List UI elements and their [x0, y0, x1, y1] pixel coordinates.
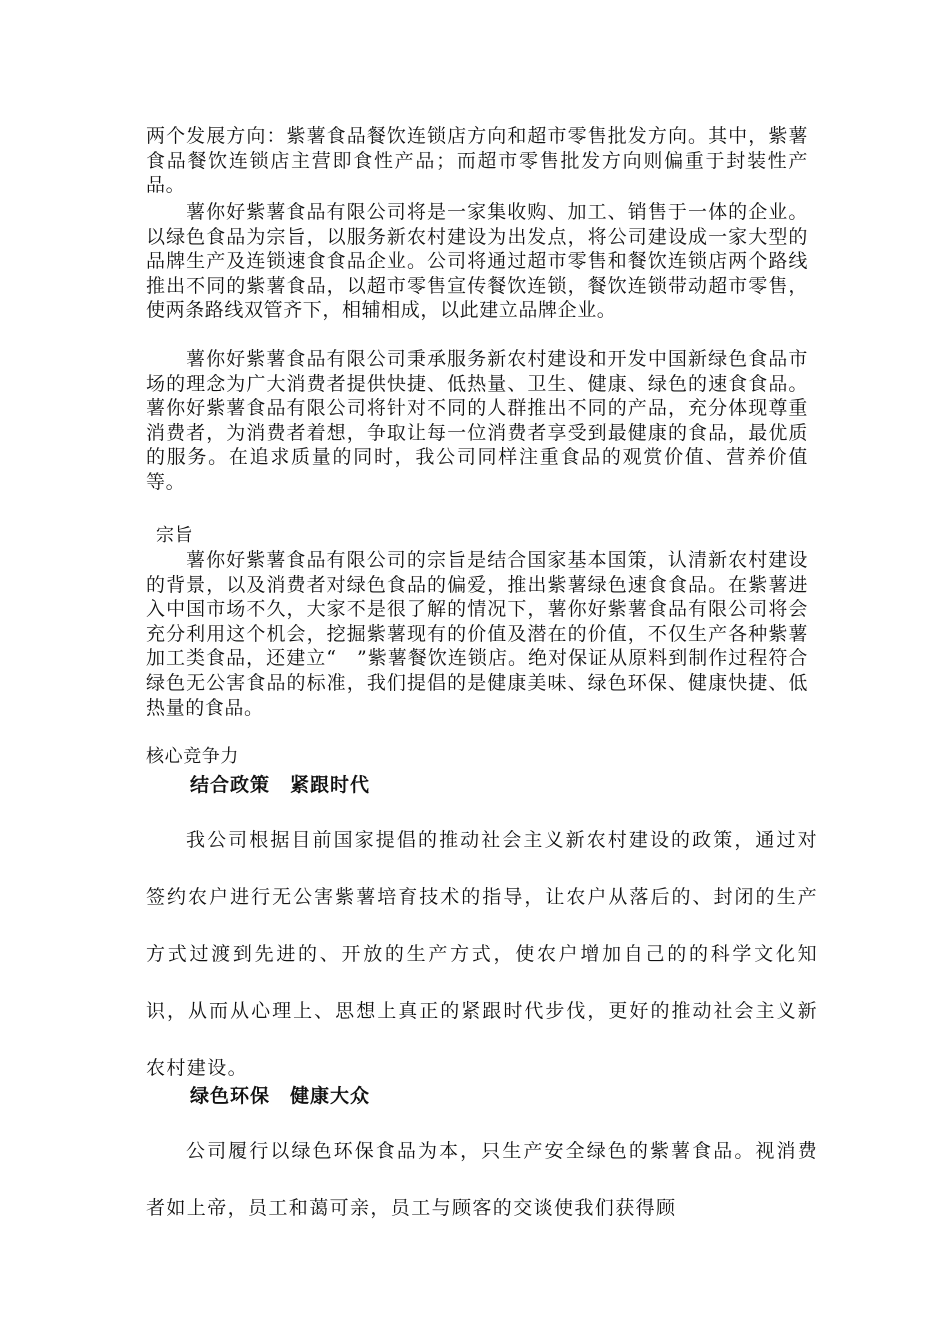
- paragraph-development-directions: 两个发展方向：紫薯食品餐饮连锁店方向和超市零售批发方向。其中，紫薯食品餐饮连锁店主营即食性产品；而超市零售批发方向则偏重于封装性产品。: [146, 125, 808, 197]
- paragraph-company-overview: 薯你好紫薯食品有限公司将是一家集收购、加工、销售于一体的企业。以绿色食品为宗旨，以服务新农村建设为出发点，将公司建设成一家大型的品牌生产及连锁速食食品企业。公司将通过超市零售和餐饮连锁店两个路线推出不同的紫薯食品，以超市零售宣传餐饮连锁，餐饮连锁带动超市零售，使两条路线双管齐下，相辅相成，以此建立品牌企业。: [146, 201, 808, 322]
- paragraph-purpose: 薯你好紫薯食品有限公司的宗旨是结合国家基本国策，认清新农村建设的背景，以及消费者对绿色食品的偏爱，推出紫薯绿色速食食品。在紫薯进入中国市场不久，大家不是很了解的情况下，薯你好紫薯食品有限公司将会充分利用这个机会，挖掘紫薯现有的价值及潜在的价值，不仅生产各种紫薯加工类食品，还建立“ ”紫薯餐饮连锁店。绝对保证从原料到制作过程符合绿色无公害食品的标准，我们提倡的是健康美味、绿色环保、健康快捷、低热量的食品。: [146, 549, 808, 719]
- paragraph-green-and-health: 公司履行以绿色环保食品为本，只生产安全绿色的紫薯食品。视消费者如上帝，员工和蔼可亲，员工与顾客的交谈使我们获得顾: [146, 1140, 818, 1219]
- paragraph-company-philosophy: 薯你好紫薯食品有限公司秉承服务新农村建设和开发中国新绿色食品市场的理念为广大消费者提供快捷、低热量、卫生、健康、绿色的速食食品。薯你好紫薯食品有限公司将针对不同的人群推出不同的产品，充分体现尊重消费者，为消费者着想，争取让每一位消费者享受到最健康的食品，最优质的服务。在追求质量的同时，我公司同样注重食品的观赏价值、营养价值等。: [146, 348, 808, 493]
- heading-green-and-health: 绿色环保 健康大众: [190, 1085, 371, 1107]
- paragraph-policy-and-times: 我公司根据目前国家提倡的推动社会主义新农村建设的政策，通过对签约农户进行无公害紫薯培育技术的指导，让农户从落后的、封闭的生产方式过渡到先进的、开放的生产方式，使农户增加自己的的科学文化知识，从而从心理上、思想上真正的紧跟时代步伐，更好的推动社会主义新农村建设。: [146, 829, 818, 1079]
- section-label-core-competitiveness: 核心竞争力: [146, 746, 239, 767]
- section-label-purpose: 宗旨: [156, 525, 194, 546]
- heading-policy-and-times: 结合政策 紧跟时代: [190, 774, 371, 796]
